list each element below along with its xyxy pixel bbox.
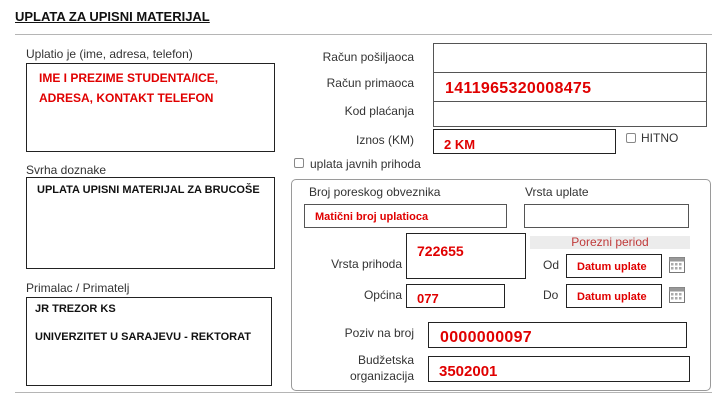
uplatio-line-2: ADRESA, KONTAKT TELEFON: [39, 91, 214, 105]
opcina-label: Općina: [363, 288, 402, 302]
iznos-input[interactable]: [433, 129, 616, 154]
racun-primaoca-label: Račun primaoca: [326, 76, 414, 90]
primalac-label: Primalac / Primatelj: [26, 281, 130, 295]
od-date-input[interactable]: [566, 254, 662, 278]
budzetska-input[interactable]: [428, 356, 690, 382]
svrha-value: UPLATA UPISNI MATERIJAL ZA BRUCOŠE: [37, 184, 260, 196]
uplatio-label: Uplatio je (ime, adresa, telefon): [26, 47, 193, 61]
broj-obveznika-value: Matični broj uplatioca: [315, 211, 429, 223]
vrsta-uplate-input[interactable]: [524, 204, 689, 228]
opcina-value: 077: [417, 291, 439, 306]
primalac-line-1: JR TREZOR KS: [35, 303, 116, 315]
porezni-period-label: Porezni period: [530, 236, 690, 249]
budzetska-label-line-2: organizacija: [349, 369, 414, 383]
broj-obveznika-input[interactable]: [304, 204, 507, 228]
do-date-value: Datum uplate: [577, 291, 647, 303]
kod-placanja-label: Kod plaćanja: [344, 104, 414, 118]
kod-placanja-input[interactable]: [433, 101, 707, 127]
primalac-line-2: UNIVERZITET U SARAJEVU - REKTORAT: [35, 331, 251, 343]
bottom-divider: [15, 392, 712, 393]
calendar-icon[interactable]: [669, 255, 685, 273]
vrsta-prihoda-label: Vrsta prihoda: [331, 257, 402, 271]
od-date-value: Datum uplate: [577, 261, 647, 273]
racun-primaoca-input[interactable]: [433, 72, 707, 102]
budzetska-value: 3502001: [439, 363, 498, 380]
vrsta-prihoda-value: 722655: [417, 243, 464, 259]
poziv-value: 0000000097: [440, 329, 532, 346]
od-label: Od: [543, 258, 560, 272]
vrsta-uplate-label: Vrsta uplate: [525, 185, 589, 199]
opcina-input[interactable]: [406, 284, 505, 308]
poziv-input[interactable]: [428, 322, 687, 348]
hitno-checkbox[interactable]: [626, 133, 636, 143]
do-label: Do: [543, 288, 559, 302]
poziv-label: Poziv na broj: [344, 326, 414, 340]
uplatio-field[interactable]: [26, 63, 275, 152]
uplatio-line-1: IME I PREZIME STUDENTA/ICE,: [39, 71, 219, 85]
svrha-field[interactable]: [26, 177, 275, 269]
svrha-label: Svrha doznake: [26, 163, 107, 177]
calendar-icon[interactable]: [669, 285, 685, 303]
form-title: UPLATA ZA UPISNI MATERIJAL: [15, 9, 210, 24]
top-divider: [15, 34, 712, 35]
racun-primaoca-value: 1411965320008475: [445, 80, 592, 97]
hitno-label: HITNO: [641, 131, 679, 145]
do-date-input[interactable]: [566, 284, 662, 308]
javni-prihodi-checkbox[interactable]: [294, 158, 304, 168]
javni-prihodi-label: uplata javnih prihoda: [310, 157, 421, 171]
budzetska-label-line-1: Budžetska: [357, 353, 414, 367]
broj-obveznika-label: Broj poreskog obveznika: [309, 185, 441, 199]
vrsta-prihoda-input[interactable]: [406, 233, 526, 279]
racun-posiljaoca-label: Račun pošiljaoca: [322, 50, 414, 64]
iznos-value: 2 KM: [444, 137, 476, 152]
iznos-label: Iznos (KM): [355, 133, 414, 147]
primalac-field[interactable]: [26, 297, 272, 386]
racun-posiljaoca-input[interactable]: [433, 43, 707, 73]
